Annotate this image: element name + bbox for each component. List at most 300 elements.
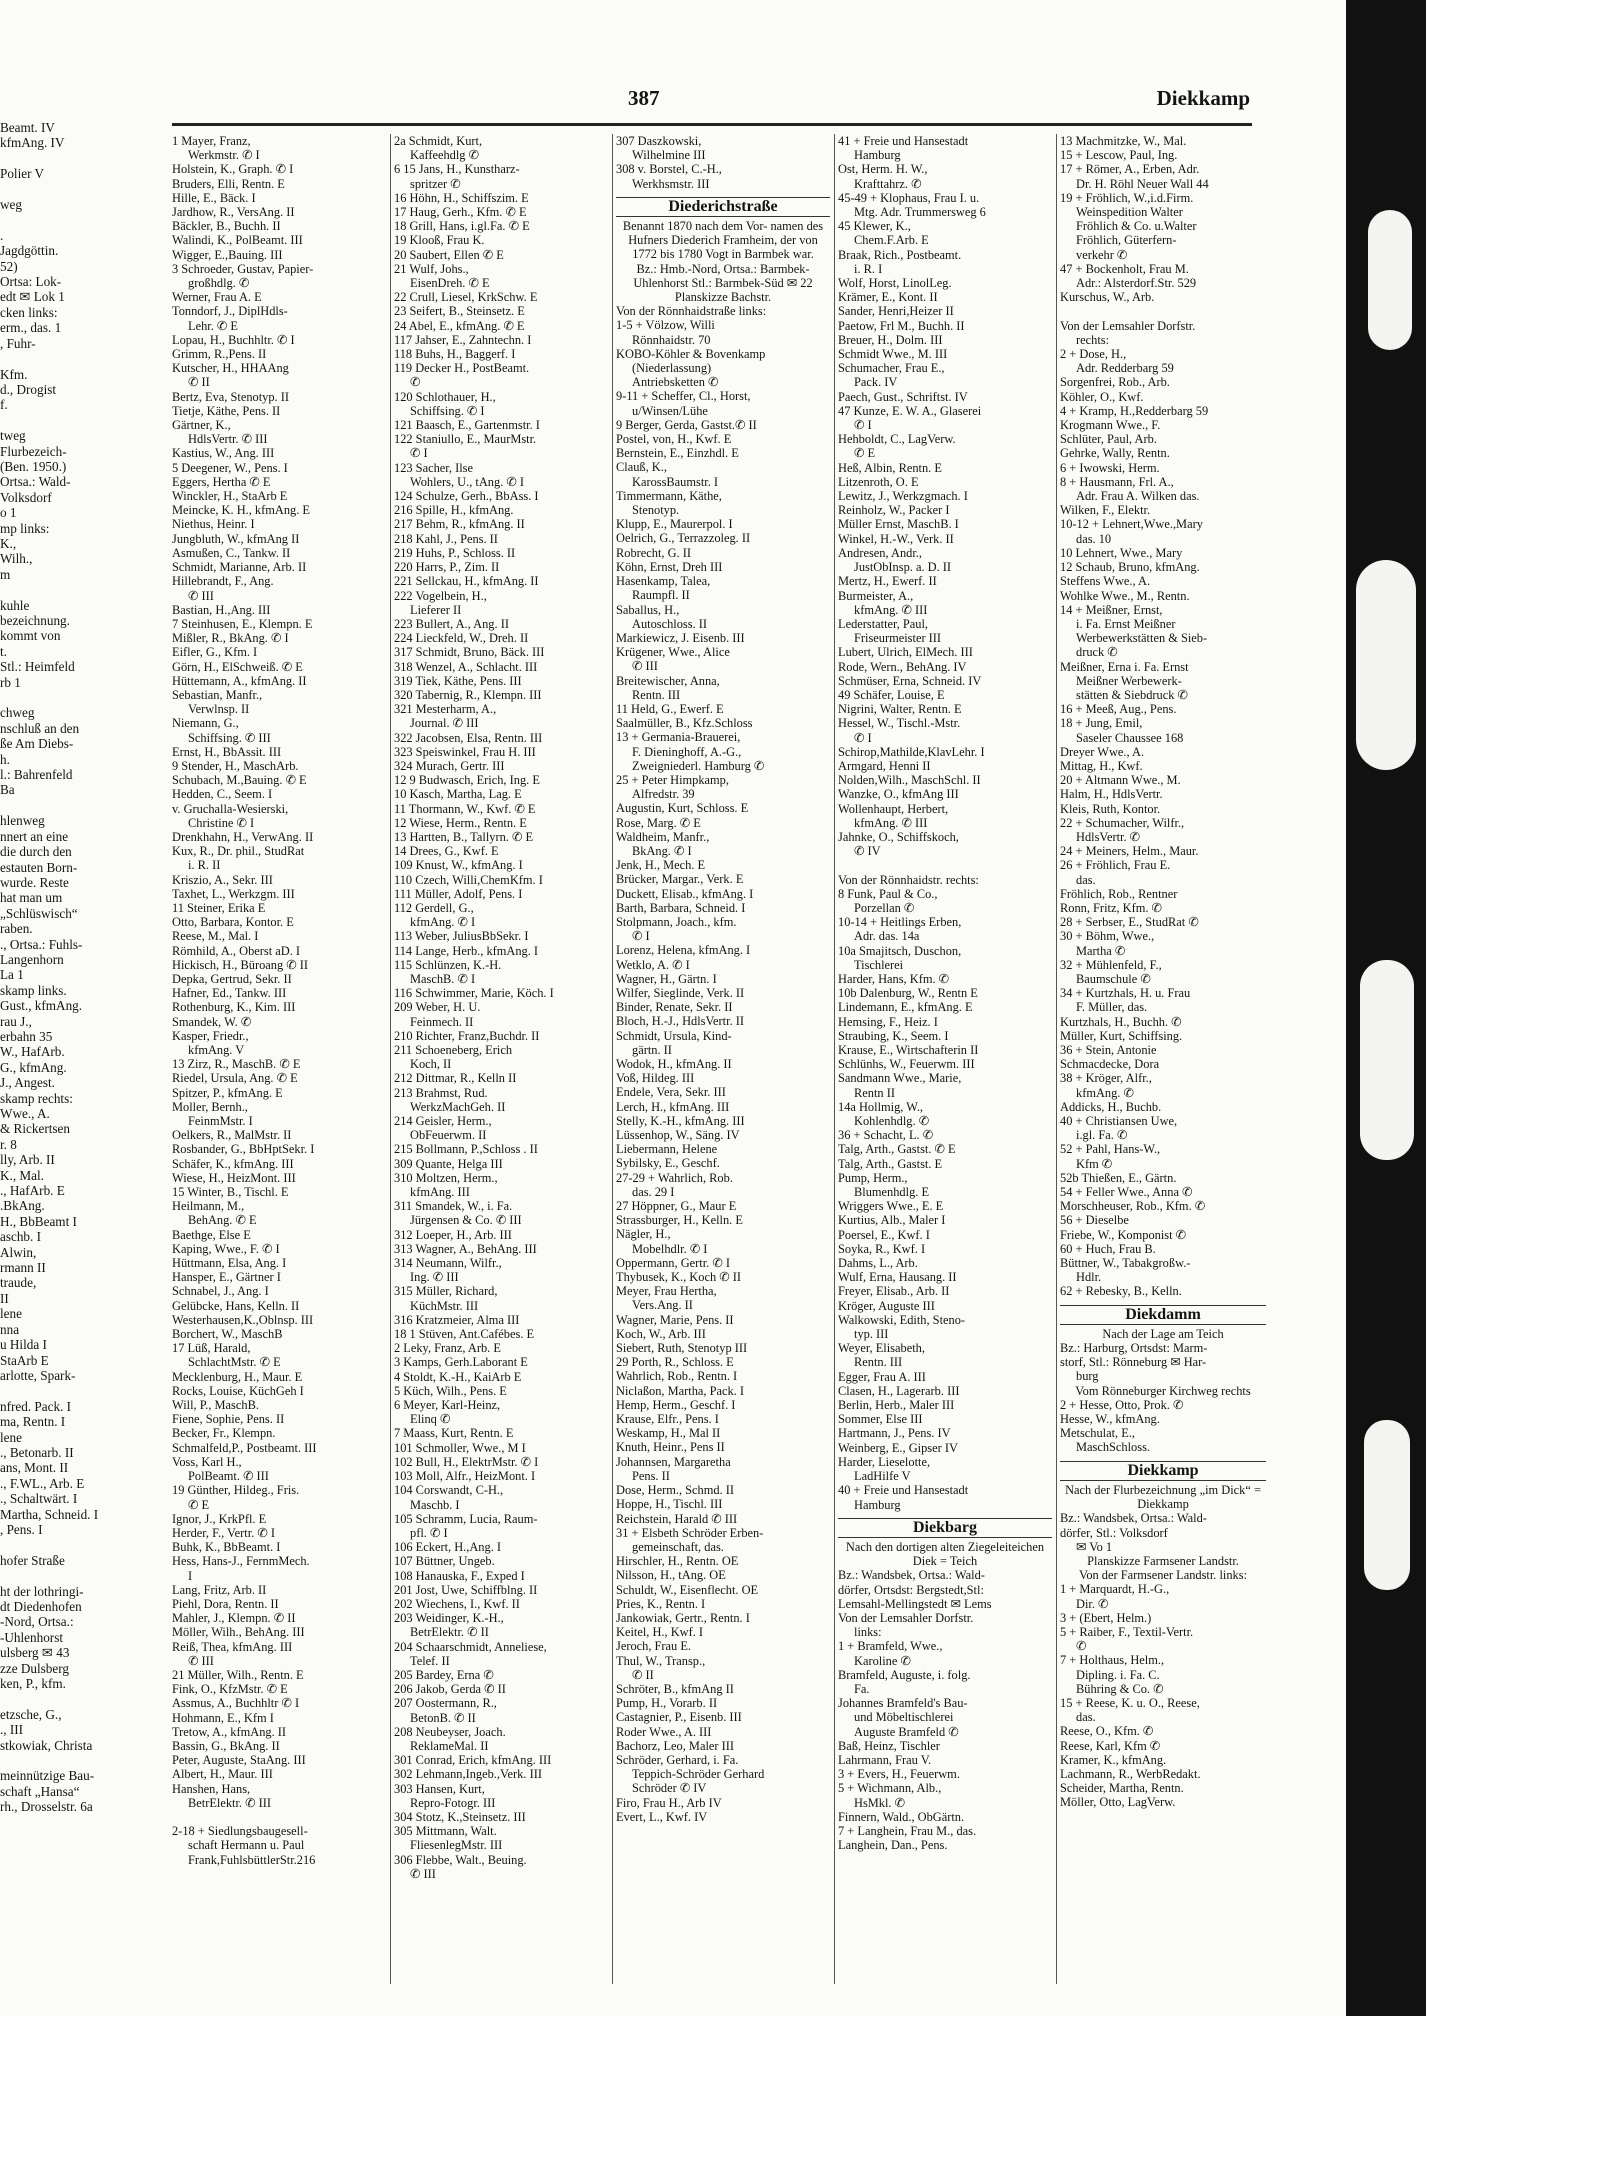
left-fragment-line: K., (0, 535, 17, 551)
directory-entry: Jeroch, Frau E. (616, 1639, 692, 1654)
left-fragment-line: hlenweg (0, 813, 45, 829)
directory-entry: Hanshen, Hans, (172, 1781, 251, 1796)
directory-entry: 10a Smajitsch, Duschon, (838, 943, 962, 958)
directory-entry: Burmeister, A., (838, 588, 914, 603)
directory-entry: Lüssenhop, W., Säng. IV (616, 1128, 740, 1143)
directory-entry: Schmalfeld,P., Postbeamt. III (172, 1440, 317, 1455)
directory-entry: 111 Müller, Adolf, Pens. I (394, 886, 523, 901)
directory-entry: das. 10 (1076, 531, 1112, 546)
directory-entry: Reiß, Thea, kfmAng. III (172, 1639, 293, 1654)
directory-entry: 5 Küch, Wilh., Pens. E (394, 1383, 507, 1398)
directory-entry: ✆ E (854, 446, 876, 461)
directory-entry: Rosbander, G., BbHptSekr. I (172, 1142, 315, 1157)
left-fragment-line: Ortsa.: Wald- (0, 474, 71, 490)
directory-entry: Heß, Albin, Rentn. E (838, 460, 942, 475)
directory-entry: 52b Thießen, E., Gärtn. (1060, 1170, 1177, 1185)
running-head: Diekkamp (1156, 86, 1250, 110)
directory-entry: 204 Schaarschmidt, Anneliese, (394, 1639, 547, 1654)
directory-entry: 31 + Elsbeth Schröder Erben- (616, 1525, 764, 1540)
directory-entry: Pack. IV (854, 375, 898, 390)
directory-entry: Fiene, Sophie, Pens. II (172, 1412, 285, 1427)
directory-entry: Repro-Fotogr. III (410, 1795, 496, 1810)
directory-entry: links: (854, 1625, 882, 1640)
left-fragment-line (0, 212, 158, 227)
directory-entry: 106 Eckert, H.,Ang. I (394, 1540, 502, 1555)
directory-entry: Möller, Otto, LagVerw. (1060, 1795, 1176, 1810)
directory-entry: Taxhet, L., Werkzgm. III (172, 886, 295, 901)
directory-entry: Bernstein, E., Einzhdl. E (616, 446, 739, 461)
directory-entry: Verwlnsp. II (188, 702, 250, 717)
directory-entry: 210 Richter, Franz,Buchdr. II (394, 1028, 540, 1043)
page-number: 387 (628, 86, 660, 110)
left-fragment-line: Martha, Schneid. I (0, 1506, 99, 1522)
directory-entry: Nägler, H., (616, 1227, 671, 1242)
directory-entry: Wohlke Wwe., M., Rentn. (1060, 588, 1190, 603)
directory-entry: Peter, Auguste, StaAng. III (172, 1753, 306, 1768)
directory-entry: Schmidt, Marianne, Arb. II (172, 560, 307, 575)
directory-entry: F. Dieninghoff, A.-G., (632, 744, 742, 759)
left-fragment-line: ., F.WL., Arb. E (0, 1475, 85, 1491)
directory-entry: 115 Schlünzen, K.-H. (394, 957, 502, 972)
left-fragment-line: -Uhlenhorst (0, 1629, 63, 1645)
directory-entry: 310 Moltzen, Herm., (394, 1170, 498, 1185)
directory-entry: Karoline ✆ (854, 1653, 911, 1668)
directory-entry: 308 v. Borstel, C.-H., (616, 162, 722, 177)
directory-entry: Auguste Bramfeld ✆ (854, 1724, 959, 1739)
left-fragment-line: Wilh., (0, 551, 33, 567)
street-note: Nach der Flurbezeichnung „im Dick“ = Diekkamp (1065, 1482, 1261, 1512)
directory-entry: Becker, Fr., Klempn. (172, 1426, 276, 1441)
directory-entry: Kramer, K., kfmAng. (1060, 1752, 1167, 1767)
directory-entry: Dahms, L., Arb. (838, 1256, 918, 1271)
left-fragment-line: raben. (0, 921, 33, 937)
left-fragment-line: Stl.: Heimfeld (0, 659, 75, 675)
left-fragment-line: nschluß an den (0, 720, 80, 736)
directory-entry: Talg, Arth., Gastst. ✆ E (838, 1142, 956, 1157)
left-fragment-line: ans, Mont. II (0, 1460, 69, 1476)
left-fragment-line: Volksdorf (0, 489, 52, 505)
directory-entry: Fink, O., KfzMstr. ✆ E (172, 1682, 288, 1697)
left-fragment-line: , Fuhr- (0, 335, 36, 351)
directory-entry: Hillebrandt, F., Ang. (172, 574, 274, 589)
directory-entry: Hirschler, H., Rentn. OE (616, 1554, 739, 1569)
directory-entry: 6 15 Jans, H., Kunstharz- (394, 162, 520, 177)
directory-entry: Metschulat, E., (1060, 1426, 1136, 1441)
street-heading: Diederichstraße (616, 197, 830, 217)
left-fragment-line: ., Schaltwärt. I (0, 1491, 78, 1507)
directory-entry: BetrElektr. ✆ III (188, 1795, 271, 1810)
directory-entry: Schubach, M.,Bauing. ✆ E (172, 773, 307, 788)
directory-entry: Hüttemann, A., kfmAng. II (172, 673, 307, 688)
directory-entry: Kurtzhals, H., Buchh. ✆ (1060, 1014, 1182, 1029)
directory-entry: 105 Schramm, Lucia, Raum- (394, 1511, 538, 1526)
directory-entry: Teppich-Schröder Gerhard (632, 1767, 765, 1782)
directory-entry: Wilfer, Sieglinde, Verk. II (616, 985, 745, 1000)
directory-entry: 302 Lehmann,Ingeb.,Verk. III (394, 1767, 542, 1782)
directory-entry: Harder, Lieselotte, (838, 1454, 931, 1469)
directory-entry: Jahnke, O., Schiffskoch, (838, 829, 959, 844)
directory-entry: 22 Crull, Liesel, KrkSchw. E (394, 290, 538, 305)
directory-entry: 19 + Fröhlich, W.,i.d.Firm. (1060, 190, 1194, 205)
directory-entry: BehAng. ✆ E (188, 1213, 257, 1228)
directory-entry: Wolf, Horst, LinolLeg. (838, 276, 952, 291)
directory-entry: Finnern, Wald., ObGärtn. (838, 1809, 965, 1824)
directory-entry: Schirop,Mathilde,KlavLehr. I (838, 744, 985, 759)
directory-entry: Smandek, W. ✆ (172, 1014, 252, 1029)
left-fragment-line: erm., das. 1 (0, 320, 62, 336)
directory-entry: Alfredstr. 39 (632, 787, 695, 802)
directory-entry: Saballus, H., (616, 602, 680, 617)
directory-entry: 216 Spille, H., kfmAng. (394, 503, 514, 518)
directory-entry: 7 Maass, Kurt, Rentn. E (394, 1426, 514, 1441)
directory-entry: 12 Wiese, Herm., Rentn. E (394, 815, 527, 830)
directory-entry: Clasen, H., Lagerarb. III (838, 1383, 960, 1398)
left-fragment-line: W., HafArb. (0, 1044, 65, 1060)
directory-entry: Tretow, A., kfmAng. II (172, 1724, 287, 1739)
directory-entry: Stelly, K.-H., kfmAng. III (616, 1113, 745, 1128)
directory-entry: Langhein, Dan., Pens. (838, 1838, 948, 1853)
directory-entry: Von der Rönnhaidstraße links: (616, 304, 767, 319)
directory-entry: Jürgensen & Co. ✆ III (410, 1213, 522, 1228)
left-fragment-line (0, 798, 158, 813)
directory-entry: Dose, Herm., Schmd. II (616, 1483, 735, 1498)
directory-entry: Müller Ernst, MaschB. I (838, 517, 959, 532)
spacer (838, 858, 1052, 872)
directory-entry: 15 + Lescow, Paul, Ing. (1060, 148, 1178, 163)
directory-entry: Lindemann, E., kfmAng. E (838, 1000, 973, 1015)
directory-entry: Baethge, Else E (172, 1227, 251, 1242)
directory-entry: Rentn II (854, 1085, 895, 1100)
directory-entry: 313 Wagner, A., BehAng. III (394, 1241, 537, 1256)
directory-entry: kfmAng. ✆ III (854, 602, 928, 617)
directory-entry: Lahrmann, Frau V. (838, 1752, 932, 1767)
directory-entry: Lerch, H., kfmAng. III (616, 1099, 730, 1114)
directory-entry: Lorenz, Helena, kfmAng. I (616, 943, 751, 958)
column-divider (1056, 134, 1057, 1984)
directory-entry: Bertz, Eva, Stenotyp. II (172, 389, 289, 404)
directory-entry: 17 Lüß, Harald, (172, 1341, 251, 1356)
directory-entry: Andresen, Andr., (838, 545, 922, 560)
directory-entry: 209 Weber, H. U. (394, 1000, 481, 1015)
directory-entry: Paetow, Frl M., Buchh. II (838, 318, 965, 333)
directory-entry: 221 Sellckau, H., kfmAng. II (394, 574, 539, 589)
directory-entry: Breitewischer, Anna, (616, 673, 720, 688)
directory-entry: 23 Seifert, B., Steinsetz. E (394, 304, 525, 319)
directory-entry: ✉ Vo 1 (1076, 1539, 1113, 1554)
left-fragment-line: rau J., (0, 1013, 32, 1029)
directory-entry: Mecklenburg, H., Maur. E (172, 1369, 303, 1384)
directory-entry: Wilken, F., Elektr. (1060, 503, 1151, 518)
directory-entry: Mobelhdlr. ✆ I (632, 1241, 708, 1256)
directory-entry: 11 Held, G., Ewerf. E (616, 701, 724, 716)
left-fragment-line (0, 690, 158, 705)
left-fragment-line: chweg (0, 705, 35, 721)
left-fragment-line (0, 1568, 158, 1583)
directory-entry: Dir. ✆ (1076, 1596, 1109, 1611)
directory-entry: Pries, K., Rentn. I (616, 1596, 706, 1611)
directory-entry: Grimm, R.,Pens. II (172, 347, 267, 362)
directory-entry: pfl. ✆ I (410, 1525, 448, 1540)
directory-entry: 1 + Marquardt, H.-G., (1060, 1582, 1170, 1597)
directory-entry: Nilsson, H., tAng. OE (616, 1568, 726, 1583)
directory-entry: KOBO-Köhler & Bovenkamp (616, 346, 766, 361)
directory-entry: Kutscher, H., HHAAng (172, 361, 289, 376)
directory-entry: 3 + (Ebert, Helm.) (1060, 1610, 1152, 1625)
directory-entry: Bz.: Harburg, Ortsdst: Marm- (1060, 1341, 1208, 1356)
directory-entry: Niemann, G., (172, 716, 239, 731)
left-fragment-line: (Ben. 1950.) (0, 458, 67, 474)
directory-entry: Bassin, G., BkAng. II (172, 1738, 280, 1753)
left-fragment-line: & Rickertsen (0, 1121, 70, 1137)
directory-entry: Von der Rönnhaidstr. rechts: (838, 872, 979, 887)
directory-entry: Maschb. I (410, 1497, 460, 1512)
left-fragment-line: rb 1 (0, 674, 21, 690)
directory-entry: 24 Abel, E., kfmAng. ✆ E (394, 318, 525, 333)
directory-entry: Markiewicz, J. Eisenb. III (616, 630, 745, 645)
directory-entry: KüchMstr. III (410, 1298, 479, 1313)
directory-entry: 14 Drees, G., Kwf. E (394, 844, 499, 859)
directory-entry: 2a Schmidt, Kurt, (394, 134, 483, 148)
directory-entry: 45 Klewer, K., (838, 219, 911, 234)
left-fragment-line: t. (0, 643, 7, 659)
directory-entry: 12 Schaub, Bruno, kfmAng. (1060, 560, 1200, 575)
directory-entry: 206 Jakob, Gerda ✆ II (394, 1682, 506, 1697)
left-fragment-line: rh., Drosselstr. 6a (0, 1799, 93, 1815)
directory-entry: typ. III (854, 1327, 889, 1342)
left-page-fragment (0, 120, 158, 1980)
street-heading: Diekbarg (838, 1518, 1052, 1538)
directory-entry: dörfer, Stl.: Volksdorf (1060, 1525, 1168, 1540)
directory-entry: ✆ III (188, 1653, 214, 1668)
directory-entry: Rocks, Louise, KüchGeh I (172, 1383, 304, 1398)
directory-entry: Dipling. i. Fa. C. (1076, 1667, 1160, 1682)
directory-entry: Wodok, H., kfmAng. II (616, 1057, 732, 1071)
directory-entry: 123 Sacher, Ilse (394, 460, 473, 475)
directory-entry: Reichstein, Harald ✆ III (616, 1511, 738, 1526)
column-divider (390, 134, 391, 1984)
directory-entry: 2 + Dose, H., (1060, 347, 1127, 362)
directory-entry: 307 Daszkowski, (616, 134, 702, 148)
directory-entry: Hdlr. (1076, 1270, 1102, 1285)
directory-entry: Tietje, Käthe, Pens. II (172, 403, 281, 418)
left-fragment-line: .BkAng. (0, 1198, 45, 1214)
directory-entry: Endele, Vera, Sekr. III (616, 1085, 726, 1100)
directory-entry: Schmidt, Ursula, Kind- (616, 1028, 732, 1043)
directory-entry: 1-5 + Völzow, Willi (616, 318, 715, 333)
directory-entry: 41 + Freie und Hansestadt (838, 134, 969, 148)
directory-entry: HdlsVertr. ✆ III (188, 432, 268, 447)
directory-entry: Lang, Fritz, Arb. II (172, 1582, 267, 1597)
spacer (172, 1810, 384, 1824)
directory-entry: Zweigniederl. Hamburg ✆ (632, 758, 765, 773)
directory-entry: Kohlenhdlg. ✆ (854, 1114, 930, 1129)
directory-entry: Assmus, A., Buchhltr ✆ I (172, 1696, 300, 1711)
directory-entry: HsMkl. ✆ (854, 1795, 906, 1810)
directory-entry: Krogmann Wwe., F. (1060, 418, 1161, 433)
directory-entry: Schmacdecke, Dora (1060, 1057, 1160, 1072)
left-fragment-line: bezeichnung. (0, 613, 70, 628)
directory-entry: Bruders, Elli, Rentn. E (172, 176, 285, 191)
directory-entry: Adr. das. 14a (854, 929, 920, 944)
left-fragment-line: ., III (0, 1722, 24, 1738)
directory-entry: 304 Stotz, K.,Steinsetz. III (394, 1809, 526, 1824)
directory-entry: 109 Knust, W., kfmAng. I (394, 858, 523, 873)
directory-entry: Talg, Arth., Gastst. E (838, 1156, 943, 1171)
directory-entry: Schuldt, W., Eisenflecht. OE (616, 1582, 759, 1597)
directory-entry: Bloch, H.-J., HdlsVertr. II (616, 1014, 745, 1029)
directory-entry: 320 Tabernig, R., Klempn. III (394, 687, 542, 702)
directory-entry: Soyka, R., Kwf. I (838, 1241, 926, 1256)
directory-entry: 214 Geisler, Herm., (394, 1114, 492, 1129)
directory-entry: Meißner, Erna i. Fa. Ernst (1060, 659, 1189, 674)
directory-entry: 321 Mesterharm, A., (394, 702, 497, 717)
directory-entry: Kaping, Wwe., F. ✆ I (172, 1241, 280, 1256)
directory-entry: Möller, Wilh., BehAng. III (172, 1625, 305, 1640)
directory-entry: 108 Hanauska, F., Exped I (394, 1568, 525, 1583)
directory-entry: Koch, II (410, 1057, 452, 1072)
directory-entry: Feinmech. II (410, 1014, 474, 1029)
directory-entry: Baß, Heinz, Tischler (838, 1738, 940, 1753)
directory-entry: Wiese, H., HeizMont. III (172, 1170, 296, 1185)
directory-entry: großhdlg. ✆ (188, 276, 250, 291)
directory-entry: 301 Conrad, Erich, kfmAng. III (394, 1753, 552, 1768)
directory-entry: Hickisch, H., Büroang ✆ II (172, 957, 308, 972)
directory-entry: Werkhsmstr. III (632, 176, 710, 191)
directory-entry: ✆ III (632, 659, 658, 674)
directory-entry: Jardhow, R., VersAng. II (172, 205, 295, 220)
directory-entry: Kasper, Friedr., (172, 1028, 249, 1043)
directory-entry: Pens. II (632, 1468, 670, 1483)
directory-entry: druck ✆ (1076, 645, 1118, 660)
left-fragment-line: ., Ortsa.: Fuhls- (0, 936, 83, 952)
directory-entry: Nigrini, Walter, Rentn. E (838, 702, 962, 717)
directory-entry: Schnabel, J., Ang. I (172, 1284, 269, 1299)
left-fragment-line: rmann II (0, 1260, 46, 1276)
left-fragment-line: , Pens. I (0, 1521, 43, 1537)
directory-entry: 218 Kahl, J., Pens. II (394, 531, 498, 546)
directory-entry: 101 Schmoller, Wwe., M I (394, 1440, 526, 1455)
directory-entry: Lopau, H., Buchhltr. ✆ I (172, 332, 295, 347)
directory-entry: ReklameMal. II (410, 1738, 489, 1753)
directory-entry: Lewitz, J., Werkzgmach. I (838, 489, 968, 504)
directory-entry: Krügener, Wwe., Alice (616, 645, 730, 660)
directory-entry: storf, Stl.: Rönneburg ✉ Har- (1060, 1355, 1207, 1370)
directory-entry: Meincke, K. H., kfmAng. E (172, 503, 310, 518)
left-fragment-line: Gust., kfmAng. (0, 998, 83, 1014)
directory-entry: Kastius, W., Ang. III (172, 446, 275, 461)
directory-entry: Nolden,Wilh., MaschSchl. II (838, 773, 981, 788)
spacer (1060, 304, 1266, 318)
directory-entry: Fröhlich, Güterfern- (1076, 233, 1177, 248)
directory-entry: kfmAng. V (188, 1043, 245, 1057)
directory-entry: 13 Machmitzke, W., Mal. (1060, 134, 1187, 148)
directory-entry: 309 Quante, Helga III (394, 1156, 503, 1171)
directory-entry: Müller, Kurt, Schiffsing. (1060, 1028, 1183, 1043)
directory-entry: BetonB. ✆ II (410, 1710, 476, 1725)
left-fragment-line: ., HafArb. E (0, 1183, 65, 1199)
directory-entry: Wigger, E.,Bauing. III (172, 247, 283, 262)
directory-entry: u/Winsen/Lühe (632, 403, 708, 418)
directory-entry: 212 Dittmar, R., Kelln II (394, 1071, 517, 1086)
directory-entry: Liebermann, Helene (616, 1142, 718, 1157)
directory-entry: Winckler, H., StaArb E (172, 489, 288, 504)
directory-entry: Hasenkamp, Talea, (616, 574, 711, 589)
left-fragment-line: Polier V (0, 166, 45, 182)
directory-entry: 30 + Böhm, Wwe., (1060, 929, 1155, 944)
directory-entry: Sebastian, Manfr., (172, 687, 263, 702)
directory-entry: Dr. H. Röhl Neuer Wall 44 (1076, 176, 1209, 191)
directory-entry: 16 + Meeß, Aug., Pens. (1060, 702, 1177, 717)
directory-entry: 224 Lieckfeld, W., Dreh. II (394, 631, 529, 646)
directory-entry: SchlachtMstr. ✆ E (188, 1355, 281, 1370)
directory-entry: Binder, Renate, Sekr. II (616, 1000, 733, 1015)
directory-entry: Hemsing, F., Heiz. I (838, 1014, 938, 1029)
directory-entry: 38 + Kröger, Alfr., (1060, 1071, 1152, 1086)
column-divider (834, 134, 835, 1984)
directory-entry: 114 Lange, Herb., kfmAng. I (394, 943, 539, 958)
directory-entry: 19 Günther, Hildeg., Fris. (172, 1483, 300, 1498)
directory-entry: Hafner, Ed., Tankw. III (172, 986, 287, 1001)
directory-entry: Saseler Chaussee 168 (1076, 730, 1184, 745)
directory-entry: Scheider, Martha, Rentn. (1060, 1781, 1184, 1796)
directory-entry: Borchert, W., MaschB (172, 1327, 283, 1342)
directory-entry: Chem.F.Arb. E (854, 233, 929, 248)
directory-entry: Gehrke, Wally, Rentn. (1060, 446, 1170, 461)
directory-entry: Heilmann, M., (172, 1199, 245, 1214)
street-note: Planskizze Bachstr. (674, 290, 772, 305)
directory-entry: 54 + Feller Wwe., Anna ✆ (1060, 1185, 1193, 1200)
page-header (170, 86, 1250, 122)
directory-entry: Johannes Bramfeld's Bau- (838, 1696, 968, 1711)
directory-entry: Albert, H., Maur. III (172, 1767, 273, 1782)
directory-entry: ✆ I (632, 929, 650, 944)
directory-entry: Saalmüller, B., Kfz.Schloss (616, 716, 753, 731)
directory-entry: Gelübcke, Hans, Kelln. II (172, 1298, 300, 1313)
directory-entry: Voß, Hildeg. III (616, 1071, 695, 1086)
directory-entry: Jungbluth, W., kfmAng II (172, 531, 300, 546)
directory-entry: Winkel, H.-W., Verk. II (838, 531, 954, 546)
left-fragment-line: h. (0, 751, 10, 767)
directory-entry: 15 + Reese, K. u. O., Reese, (1060, 1695, 1200, 1710)
directory-entry: Antriebsketten ✆ (632, 375, 719, 390)
directory-entry: kfmAng. ✆ I (410, 915, 476, 930)
directory-entry: Friseurmeister III (854, 631, 942, 646)
directory-entry: Walkowski, Edith, Steno- (838, 1312, 966, 1327)
directory-entry: Pump, Herm., (838, 1170, 908, 1185)
directory-entry: Weyer, Elisabeth, (838, 1341, 925, 1356)
directory-entry: Rode, Wern., BehAng. IV (838, 659, 967, 674)
left-fragment-line: cken links: (0, 304, 58, 320)
left-fragment-line: kfmAng. IV (0, 135, 65, 151)
directory-entry: Rentn. III (632, 687, 681, 702)
directory-entry: (Niederlassung) (632, 361, 712, 376)
street-note: Nach den dortigen alten Ziegeleiteichen Diek = Teich (845, 1539, 1045, 1569)
directory-entry: 56 + Dieselbe (1060, 1213, 1129, 1228)
directory-entry: 47 Kunze, E. W. A., Glaserei (838, 403, 982, 418)
directory-entry: 124 Schulze, Gerh., BbAss. I (394, 489, 539, 504)
directory-entry: 5 Deegener, W., Pens. I (172, 460, 288, 475)
directory-entry: Hoppe, H., Tischl. III (616, 1497, 723, 1512)
directory-entry: 121 Baasch, E., Gartenmstr. I (394, 418, 540, 433)
directory-entry: EisenDreh. ✆ E (410, 276, 490, 291)
directory-entry: 28 + Serbser, E., StudRat ✆ (1060, 915, 1199, 930)
directory-entry: Jenk, H., Mech. E (616, 858, 706, 873)
directory-entry: 223 Bullert, A., Ang. II (394, 616, 509, 631)
directory-entry: Hess, Hans-J., FernmMech. (172, 1554, 310, 1569)
directory-entry: 205 Bardey, Erna ✆ (394, 1667, 494, 1682)
directory-entry: Niethus, Heinr. I (172, 517, 255, 532)
street-heading: Diekkamp (1060, 1461, 1266, 1481)
